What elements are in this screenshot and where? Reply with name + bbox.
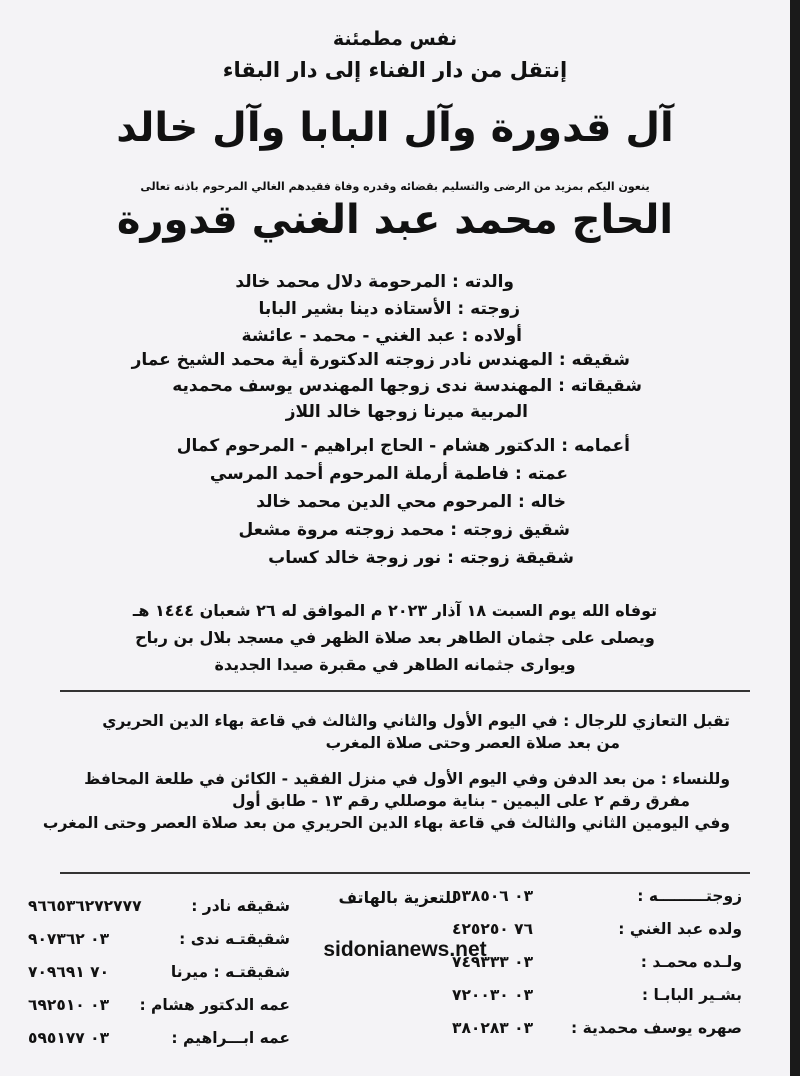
phone-row: ولده عبد الغني : ٧٦ ٤٢٥٢٥٠	[452, 920, 742, 938]
death-date: توفاه الله يوم السبت ١٨ آذار ٢٠٢٣ م الموافق له ٢٦ شعبان ١٤٤٤ هـ	[132, 601, 658, 620]
passing-line: إنتقل من دار الفناء إلى دار البقاء	[222, 58, 568, 82]
phone-row: صهره يوسف محمدية : ٠٣ ٣٨٠٢٨٣	[452, 1019, 742, 1037]
deceased-name: الحاج محمد عبد الغني قدورة	[116, 197, 674, 243]
page-edge-shadow	[790, 0, 800, 1076]
announcement-line: ينعون اليكم بمزيد من الرضى والتسليم بقضائه وقدره وفاة فقيدهم الغالي المرحوم باذنه تعالى	[140, 180, 650, 193]
phone-row: زوجتـــــــــه : ٠٣ ٥٣٨٥٠٦	[452, 887, 742, 905]
phones-left-column	[28, 890, 290, 1055]
phone-row: بشـير البابـا : ٠٣ ٧٢٠٠٣٠	[452, 986, 742, 1004]
condolences-men: تقبل التعازي للرجال : في اليوم الأول والثاني والثالث في قاعة بهاء الدين الحريري من بعد صلاة العصر وحتى صلاة المغرب	[102, 712, 730, 752]
phone-row: عمه الدكتور هشام : ٠٣ ٦٩٢٥١٠	[28, 996, 290, 1014]
website-watermark: sidonianews.net	[323, 938, 487, 961]
relative-wife-brother: شقيق زوجته : محمد زوجته مروة مشعل	[238, 520, 570, 540]
condolences-women: وللنساء : من بعد الدفن وفي اليوم الأول في منزل الفقيد - الكائن في طلعة المحافظ مفرق رقم ٢ على اليمين - بناية موصللي رقم ١٣ - طابق أول وفي اليومين الثاني والثالث في قاعة بهاء الدين الحريري من بعد صلاة العصر وحتى المغرب	[42, 770, 730, 832]
phone-row: شقيقتـه ندى : ٠٣ ٩٠٧٣٦٢	[28, 930, 290, 948]
burial-info: ويوارى جثمانه الطاهر في مقبرة صيدا الجديدة	[214, 655, 576, 674]
phone-row: عمه ابـــراهيم : ٠٣ ٥٩٥١٧٧	[28, 1029, 290, 1047]
relative-wife-sister: شقيقة زوجته : نور زوجة خالد كساب	[268, 548, 574, 568]
prayer-info: ويصلى على جثمان الطاهر بعد صلاة الظهر في مسجد بلال بن رباح	[135, 628, 655, 647]
phones-right-column	[452, 880, 742, 1045]
relative-uncles: أعمامه : الدكتور هشام - الحاج ابراهيم - المرحوم كمال	[176, 436, 630, 456]
phone-row: ولـده محمـد : ٠٣ ٧٤٩٣٣٣	[452, 953, 742, 971]
relative-children: أولاده : عبد الغني - محمد - عائشة	[241, 326, 522, 346]
family-names: آل قدورة وآل البابا وآل خالد	[116, 105, 674, 151]
relative-maternal-uncle: خاله : المرحوم محي الدين محمد خالد	[256, 492, 566, 512]
phone-condolence-title: للتعزية بالهاتف	[338, 888, 458, 907]
relative-brother: شقيقه : المهندس نادر زوجته الدكتورة أية محمد الشيخ عمار	[131, 350, 630, 370]
relative-sisters: شقيقاته : المهندسة ندى زوجها المهندس يوسف محمديه	[172, 376, 642, 396]
relative-wife: زوجته : الأستاذه دينا بشير البابا	[258, 299, 520, 319]
relative-mother: والدته : المرحومة دلال محمد خالد	[235, 272, 514, 292]
death-details	[0, 597, 790, 678]
divider-bottom	[60, 872, 750, 874]
opening-verse: نفس مطمئنة	[332, 28, 458, 50]
divider-top	[60, 690, 750, 692]
phone-row: شقيقه نادر : ٩٦٦٥٣٦٢٧٢٧٧٧	[28, 897, 290, 915]
relative-sister-2: المربية ميرنا زوجها خالد اللاز	[285, 402, 528, 422]
relative-aunt: عمته : فاطمة أرملة المرحوم أحمد المرسي	[209, 464, 568, 484]
phone-row: شقيقتـه : ميرنا ٧٠ ٧٠٩٦٩١	[28, 963, 290, 981]
